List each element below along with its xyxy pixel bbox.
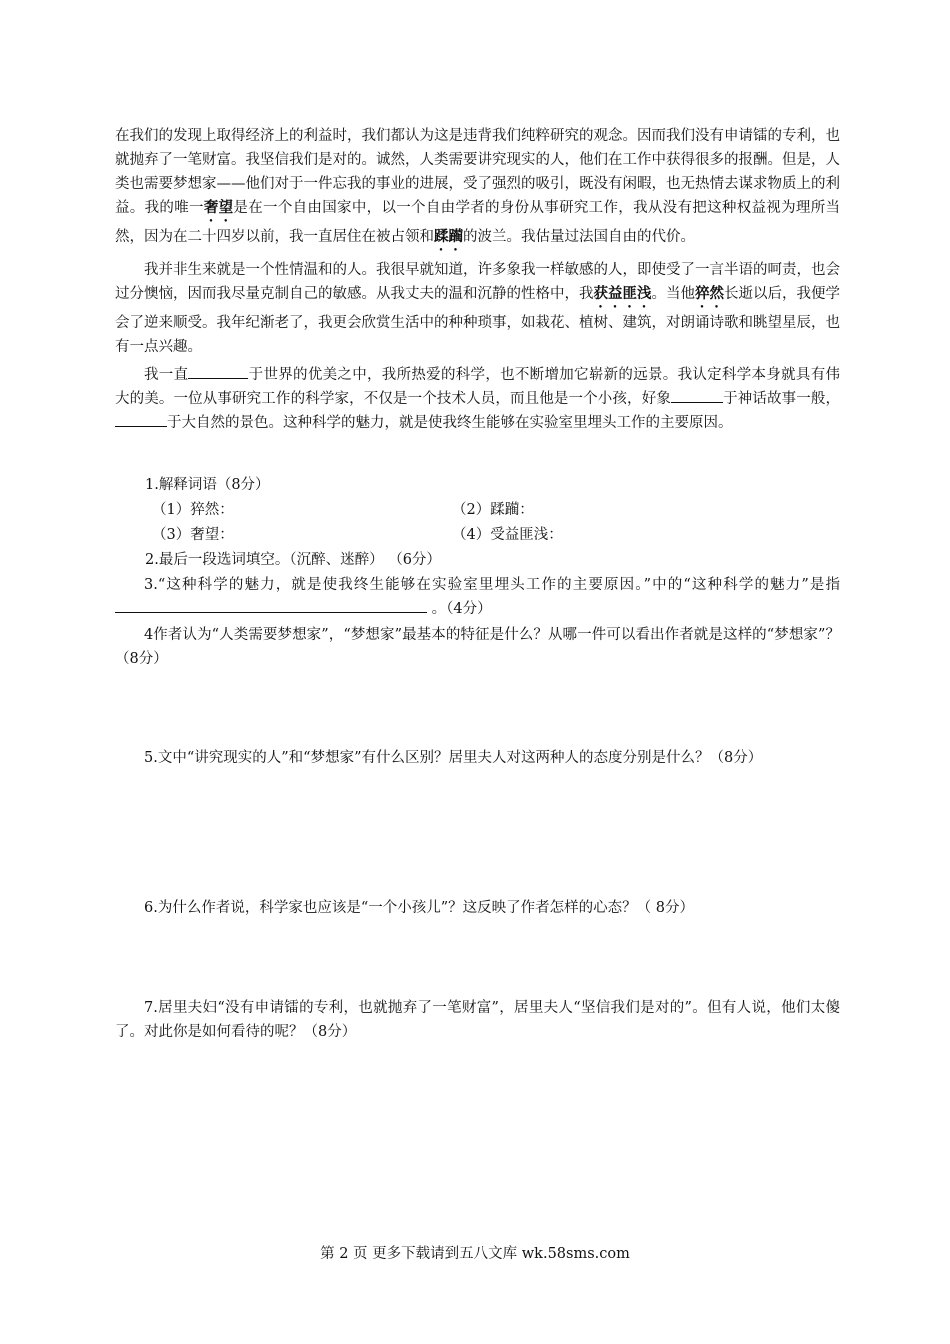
paragraph-3-text-a: 我一直 [144, 367, 189, 383]
word-item-roulin: （2）蹂躏： [452, 502, 534, 518]
question-7 [115, 996, 840, 1044]
word-item-shewang: （3）奢望： [152, 527, 234, 543]
keyword-shouyifeiqian: 获益匪浅 [593, 285, 652, 302]
page-footer: 第 2 页 更多下载请到五八文库 wk.58sms.com [320, 1246, 630, 1262]
paragraph-3-text-d: 于大自然的景色。这种科学的魅力，就是使我终生能够在实验室里埋头工作的主要原因。 [167, 415, 733, 431]
paragraph-2-text-b: 。当他 [651, 286, 695, 302]
keyword-curan: 猝然 [695, 285, 724, 302]
question-1: 1.解释词语（8分） [145, 477, 270, 493]
paragraph-1 [115, 124, 840, 254]
question-3-answer-line[interactable] [115, 598, 427, 613]
question-7-text: 7.居里夫妇“没有申请镭的专利，也就抛弃了一笔财富”，居里夫人“坚信我们是对的”。但有人说，他们太傻了。对此你是如何看待的呢？（8分） [115, 1000, 840, 1040]
paragraph-2 [115, 258, 840, 359]
fill-blank-1[interactable] [188, 364, 248, 379]
paragraph-1-text-a: 在我们的发现上取得经济上的利益时，我们都认为这是违背我们纯粹研究的观念。因而我们没有申请镭的专利，也就抛弃了一笔财富。我坚信我们是对的。诚然，人类需要讲究现实的人，他们在工作中获得很多的报酬。但是，人类也需要梦想家——他们对于一件忘我的事业的进展，受了强烈的吸引，既没有闲暇，也无热情去谋求物质上的利益。我的唯一 [115, 128, 840, 216]
paragraph-2-text-c: 长逝以后，我便学会了逆来顺受。我年纪渐老了，我更会欣赏生活中的种种琐事，如栽花、植树、建筑，对朗诵诗歌和眺望星辰，也有一点兴趣。 [115, 286, 840, 355]
passage [115, 124, 840, 435]
word-item-curan: （1）猝然： [152, 502, 234, 518]
paragraph-3-text-b: 于世界的优美之中，我所热爱的科学，也不断增加它崭新的远景。我认定科学本身就具有伟大的美。一位从事研究工作的科学家，不仅是一个技术人员，而且他是一个小孩，好象 [115, 367, 840, 407]
paragraph-1-text-c: 的波兰。我估量过法国自由的代价。 [463, 229, 695, 245]
question-5 [115, 746, 840, 770]
question-2: 2.最后一段选词填空。（沉醉、迷醉） （6分） [145, 552, 441, 568]
keyword-roulin: 蹂躏 [434, 228, 463, 245]
fill-blank-3[interactable] [115, 412, 167, 427]
question-5-text: 5.文中“讲究现实的人”和“梦想家”有什么区别？居里夫人对这两种人的态度分别是什么？（8分） [144, 750, 763, 766]
keyword-shewang: 奢望 [203, 199, 234, 216]
question-3-prompt: 3.“这种科学的魅力，就是使我终生能够在实验室里埋头工作的主要原因。”中的“这种科学的魅力”是指 [144, 577, 840, 593]
paragraph-3-text-c: 于神话故事一般， [722, 391, 840, 407]
paragraph-3 [115, 363, 840, 435]
word-item-shouyifeiqian: （4）受益匪浅： [452, 527, 563, 543]
paragraph-2-text-a: 我并非生来就是一个性情温和的人。我很早就知道，许多象我一样敏感的人，即使受了一言半语的呵责，也会过分懊恼，因而我尽量克制自己的敏感。从我丈夫的温和沉静的性格中，我 [115, 262, 840, 302]
question-6 [115, 896, 840, 920]
question-3-text [115, 573, 840, 621]
question-3 [115, 573, 840, 621]
question-3-score: 。（4分） [431, 601, 492, 617]
paragraph-1-text-b: 是在一个自由国家中，以一个自由学者的身份从事研究工作，我从没有把这种权益视为理所当然，因为在二十四岁以前，我一直居住在被占领和 [115, 200, 841, 245]
question-4-text: 4作者认为“人类需要梦想家”，“梦想家”最基本的特征是什么？从哪一件可以看出作者就是这样的“梦想家”？ （8分） [115, 627, 840, 667]
fill-blank-2[interactable] [671, 388, 723, 403]
question-4 [115, 623, 840, 671]
question-6-text: 6.为什么作者说，科学家也应该是“一个小孩儿”？这反映了作者怎样的心态？（ 8分） [144, 900, 694, 916]
